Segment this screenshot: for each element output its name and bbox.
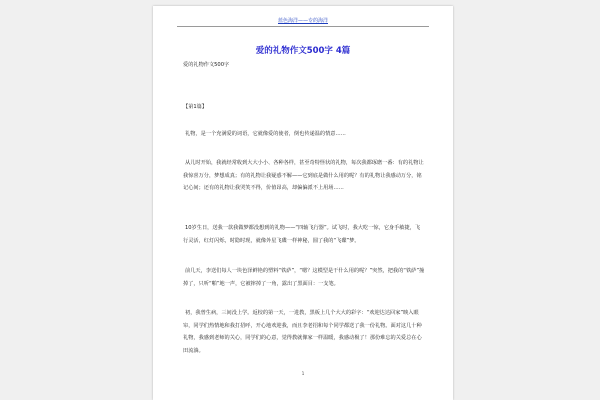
paragraph-3: 10岁生日，送我一款我做梦都没想到的礼物——“四轴飞行器”。试飞时，我大吃一惊，它身手敏捷，飞行灵活，红灯闪烁，时隐时现，就像外星飞碟一样神秘，圆了我的“飞碟”梦。 — [183, 225, 421, 244]
paragraph-1: 礼物，是一个充满爱的词语，它就像爱的使者，倒也传递温的情意…… — [185, 131, 346, 137]
paragraph-5: 初，我曾生病，三间没上学。返校的第一天，一进教，黑板上几个大大的彩字：“欢迎达达回家”映入眼帘，同学们热情地和我打招呼，开心地欢迎我，而且李老招和每个同学都送了我一份礼物。面对这几十种礼物，我感到老师的关心，同学们的心意，觉得教就像家一样温暖，我感动极了！那份难忘的关爱总在心田流淌。 — [183, 310, 422, 354]
document-subtitle: 爱的礼物作文500字 — [183, 62, 230, 68]
paragraph-2: 从儿时开始，我就经常收到大大小小、各种各样，甚至奇特怪状的礼物，每次我都琢磨一番：有的礼物让我惊喜万分，梦想成真；有的礼物让我疑惑不解——它到底是做什么用的呢？有的礼物让我感动万分，铭记心间；还有的礼物让我哭笑不得，价值昂高，却偏偏派不上用场…… — [183, 160, 424, 191]
section-label: 【第1篇】 — [183, 104, 208, 110]
document-page — [153, 6, 453, 400]
document-title: 爱的礼物作文500字 4篇 — [255, 46, 351, 56]
page-number: 1 — [301, 371, 305, 376]
paragraph-4: 前几天，李送们每人一块色泽鲜艳的塑料“铁萨”，“嗯？这模型是干什么用的呢？”突然，把我的“铁萨”撞掉了，只听“啪”地一声，它被摔掉了一角，露出了黑面目：一支笔。 — [183, 268, 425, 287]
header-link[interactable]: 蓝色海洋——专的海洋 — [277, 18, 328, 24]
header-divider — [177, 26, 429, 27]
